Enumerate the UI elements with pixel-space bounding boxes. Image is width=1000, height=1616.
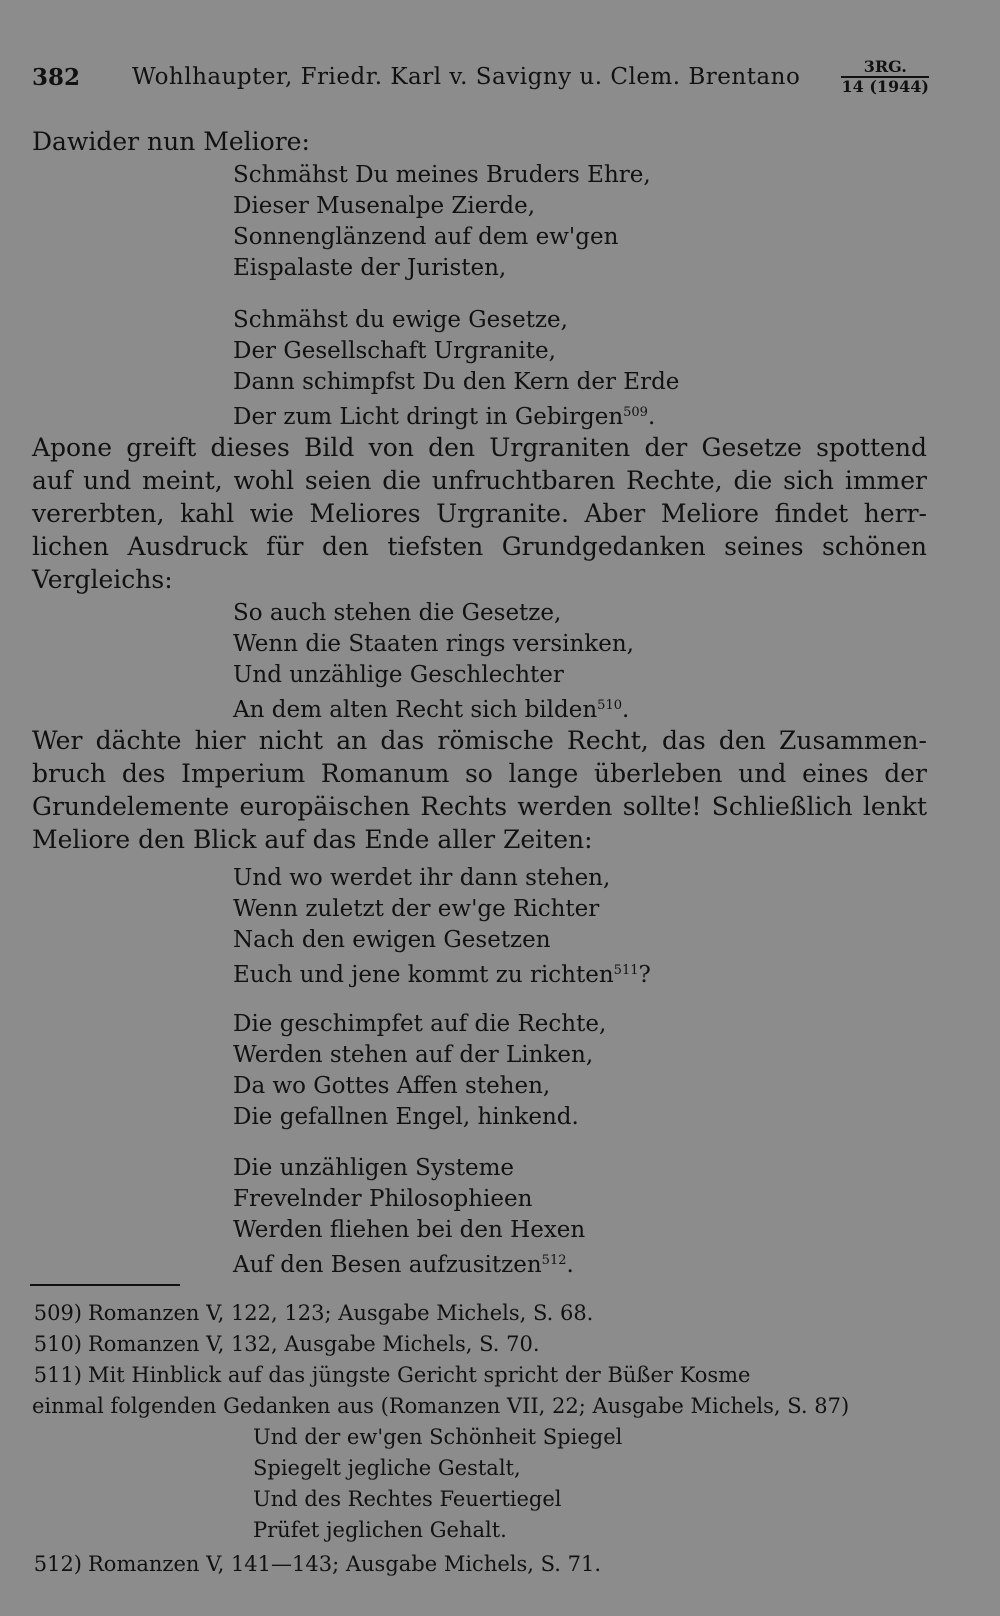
footnote-divider <box>30 1284 180 1286</box>
prose-line: Meliore den Blick auf das Ende aller Zeiten: <box>32 825 593 854</box>
footnote-verse-line: Prüfet jeglichen Gehalt. <box>253 1518 507 1542</box>
verse-line: So auch stehen die Gesetze, <box>233 600 562 626</box>
verse-line <box>233 1245 574 1281</box>
footnote-text: Romanzen V, 141—143; Ausgabe Michels, S. 71. <box>88 1552 602 1576</box>
footnote-ref-510[interactable]: 510 <box>597 698 622 713</box>
footnote-text: Romanzen V, 122, 123; Ausgabe Michels, S. 68. <box>88 1301 594 1325</box>
prose-line: bruch des Imperium Romanum so lange überleben und eines der <box>32 759 927 788</box>
journal-reference <box>841 58 929 96</box>
footnote-verse-line: Spiegelt jegliche Gestalt, <box>253 1456 521 1480</box>
footnote-512 <box>32 1549 601 1579</box>
prose-line: Wer dächte hier nicht an das römische Recht, das den Zusammen- <box>32 726 927 755</box>
verse-end: . <box>622 697 630 723</box>
verse-line: Die gefallnen Engel, hinkend. <box>233 1104 579 1130</box>
verse-text: An dem alten Recht sich bilden <box>233 697 598 723</box>
verse-line: Und unzählige Geschlechter <box>233 662 564 688</box>
footnote-509 <box>32 1298 593 1328</box>
verse-text: Der zum Licht dringt in Gebirgen <box>233 404 624 430</box>
footnote-number: 510) <box>33 1332 82 1356</box>
verse-line: Die geschimpfet auf die Rechte, <box>233 1011 607 1037</box>
footnote-verse-line: Und der ew'gen Schönheit Spiegel <box>253 1425 623 1449</box>
verse-line: Da wo Gottes Affen stehen, <box>233 1073 551 1099</box>
footnote-511 <box>32 1360 750 1390</box>
footnote-number: 512) <box>33 1552 82 1576</box>
footnote-number: 511) <box>33 1363 82 1387</box>
verse-text: Auf den Besen aufzusitzen <box>233 1252 542 1278</box>
prose-line: lichen Ausdruck für den tiefsten Grundgedanken seines schönen <box>32 532 927 561</box>
footnote-verse-line: Und des Rechtes Feuertiegel <box>253 1487 562 1511</box>
verse-line: Und wo werdet ihr dann stehen, <box>233 865 611 891</box>
verse-line: Wenn zuletzt der ew'ge Richter <box>233 896 600 922</box>
verse-line: Eispalaste der Juristen, <box>233 255 507 281</box>
footnote-number: 509) <box>33 1301 82 1325</box>
verse-line: Die unzähligen Systeme <box>233 1155 514 1181</box>
intro-line: Dawider nun Meliore: <box>32 127 310 156</box>
verse-line <box>233 955 651 991</box>
verse-line: Dann schimpfst Du den Kern der Erde <box>233 369 680 395</box>
footnote-text: Mit Hinblick auf das jüngste Gericht spricht der Büßer Kosme <box>88 1363 751 1387</box>
verse-line <box>233 690 629 726</box>
footnote-511-continued: einmal folgenden Gedanken aus (Romanzen VII, 22; Ausgabe Michels, S. 87) <box>32 1394 850 1418</box>
prose-line: Apone greift dieses Bild von den Urgraniten der Gesetze spottend <box>32 433 927 462</box>
prose-line: vererbten, kahl wie Meliores Urgranite. Aber Meliore findet herr- <box>32 499 927 528</box>
page-number: 382 <box>32 64 81 91</box>
footnote-510 <box>32 1329 540 1359</box>
running-title: Wohlhaupter, Friedr. Karl v. Savigny u. Clem. Brentano <box>132 64 801 90</box>
verse-line: Sonnenglänzend auf dem ew'gen <box>233 224 619 250</box>
verse-line: Wenn die Staaten rings versinken, <box>233 631 634 657</box>
verse-text: Euch und jene kommt zu richten <box>233 962 614 988</box>
verse-line: Schmähst Du meines Bruders Ehre, <box>233 162 651 188</box>
verse-end: ? <box>638 962 651 988</box>
verse-line: Der Gesellschaft Urgranite, <box>233 338 556 364</box>
prose-line: auf und meint, wohl seien die unfruchtbaren Rechte, die sich immer <box>32 466 927 495</box>
verse-line <box>233 397 655 433</box>
verse-end: . <box>647 404 656 430</box>
footnote-ref-509[interactable]: 509 <box>623 405 648 420</box>
footnote-text: Romanzen V, 132, Ausgabe Michels, S. 70. <box>88 1332 540 1356</box>
prose-line: Grundelemente europäischen Rechts werden sollte! Schließlich lenkt <box>32 792 927 821</box>
verse-end: . <box>566 1252 574 1278</box>
prose-line: Vergleichs: <box>32 565 173 594</box>
verse-line: Werden fliehen bei den Hexen <box>233 1217 586 1243</box>
page-header <box>32 58 937 108</box>
verse-line: Dieser Musenalpe Zierde, <box>233 193 536 219</box>
journal-abbreviation: 3RG. <box>841 58 929 78</box>
verse-line: Schmähst du ewige Gesetze, <box>233 307 568 333</box>
footnote-ref-512[interactable]: 512 <box>541 1253 567 1268</box>
verse-line: Frevelnder Philosophieen <box>233 1186 533 1212</box>
journal-volume: 14 (1944) <box>841 77 929 96</box>
verse-line: Nach den ewigen Gesetzen <box>233 927 551 953</box>
verse-line: Werden stehen auf der Linken, <box>233 1042 594 1068</box>
footnote-ref-511[interactable]: 511 <box>613 963 639 978</box>
